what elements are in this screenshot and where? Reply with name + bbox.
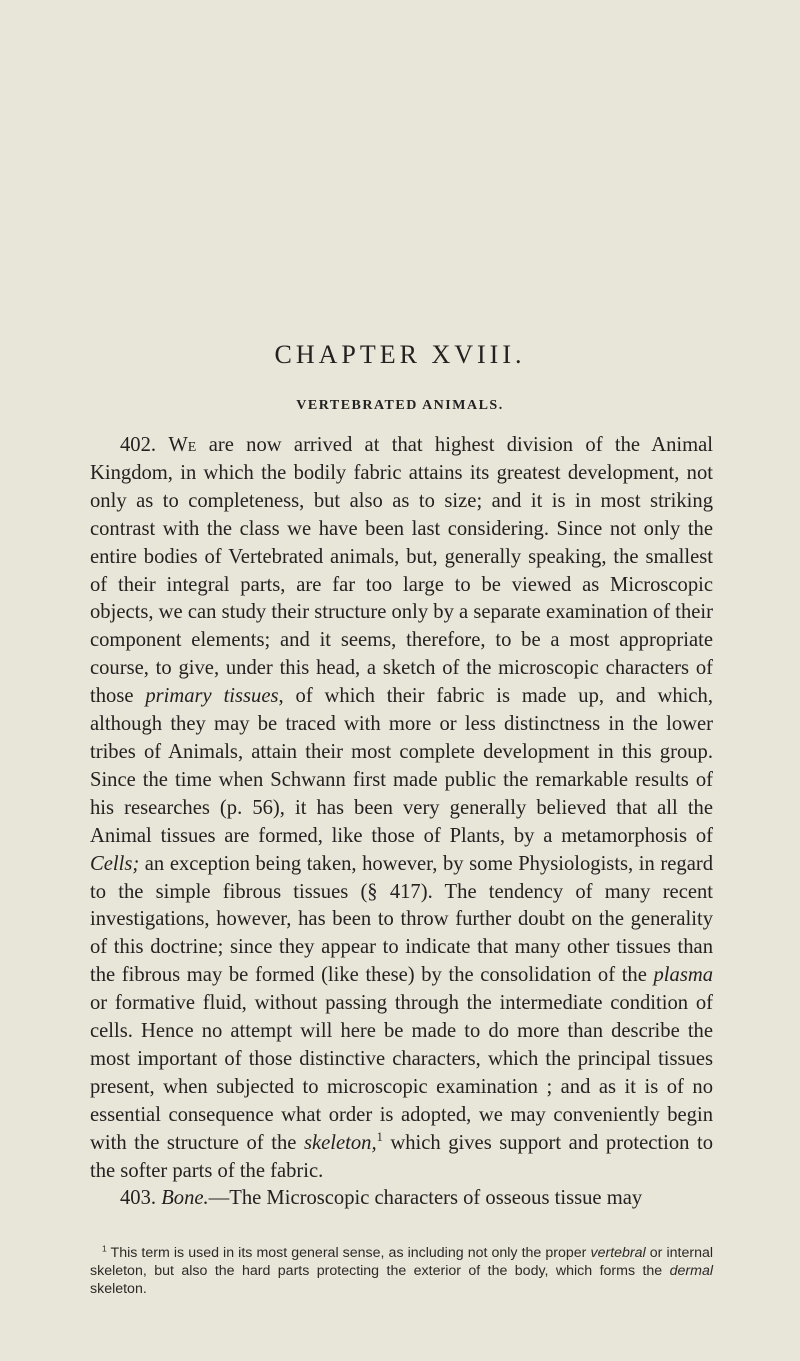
text-run: or internal skeleton, but also the hard parts protecting the exterior of the body, which forms the — [90, 1245, 714, 1279]
text-run: This term is used in its most general sense, as including not only the proper — [106, 1245, 591, 1261]
text-run: —The Microscopic characters of osseous tissue may — [208, 1187, 643, 1210]
paragraph-number: 402. — [120, 434, 157, 456]
footnote-reference[interactable]: 1 — [376, 1129, 383, 1144]
italic-term: dermal — [669, 1263, 713, 1279]
paragraph-403 — [90, 1185, 713, 1213]
text-run: which gives support and protection to the softer parts of the fabric. — [90, 1131, 713, 1182]
italic-term: Cells; — [90, 852, 140, 875]
text-run: are now arrived at that highest division of the Animal Kingdom, in which the bodily fabric attains its greatest development, not only as to completeness, but also as to size; and it is in most striking contrast with the class we have been last considering. Since not only the entire bodies of Vertebrated animals, but, generally speaking, the smallest of their integral parts, are far too large to be viewed as Microscopic objects, we can study their structure only by a separate examination of their component elements; and it seems, therefore, to be a most appropriate course, to give, under this head, a sketch of the microscopic characters of those — [90, 434, 713, 708]
section-term: Bone. — [161, 1187, 209, 1210]
footnote-mark: 1 — [102, 1243, 107, 1254]
footnote — [90, 1244, 713, 1298]
text-run: an exception being taken, however, by some Physiologists, in regard to the simple fibrous tissues (§ 417). The tendency of many recent investigations, however, has been to throw further doubt on the generality of this doctrine; since they appear to indicate that many other tissues than the fibrous may be formed (like these) by the consolidation of the — [90, 852, 713, 987]
paragraph-number: 403. — [120, 1187, 157, 1210]
lead-word: We — [168, 434, 197, 456]
section-heading: VERTEBRATED ANIMALS. — [296, 398, 504, 413]
italic-term: vertebral — [590, 1245, 646, 1261]
italic-term: primary tissues — [145, 685, 279, 708]
main-text — [90, 432, 713, 1213]
chapter-heading: CHAPTER XVIII. — [274, 340, 526, 369]
text-run: , of which their fabric is made up, and which, although they may be traced with more or less distinctness in the lower tribes of Animals, attain their most complete development in this group. Since the time when Schwann first made public the remarkable results of his researches (p. 56), it has been very generally believed that all the Animal tissues are formed, like those of Plants, by a metamorphosis of — [90, 685, 713, 847]
text-run: skeleton. — [90, 1281, 147, 1297]
text-run: or formative fluid, without passing through the intermediate condition of cells. Hence no attempt will here be made to do more than describe the most important of those distinctive characters, which the principal tissues present, when subjected to microscopic examination ; and as it is of no essential consequence what order is adopted, we may conveniently begin with the structure of the — [90, 992, 713, 1154]
italic-term: skeleton, — [303, 1131, 377, 1154]
italic-term: plasma — [653, 964, 713, 987]
paragraph-402 — [90, 432, 713, 1185]
